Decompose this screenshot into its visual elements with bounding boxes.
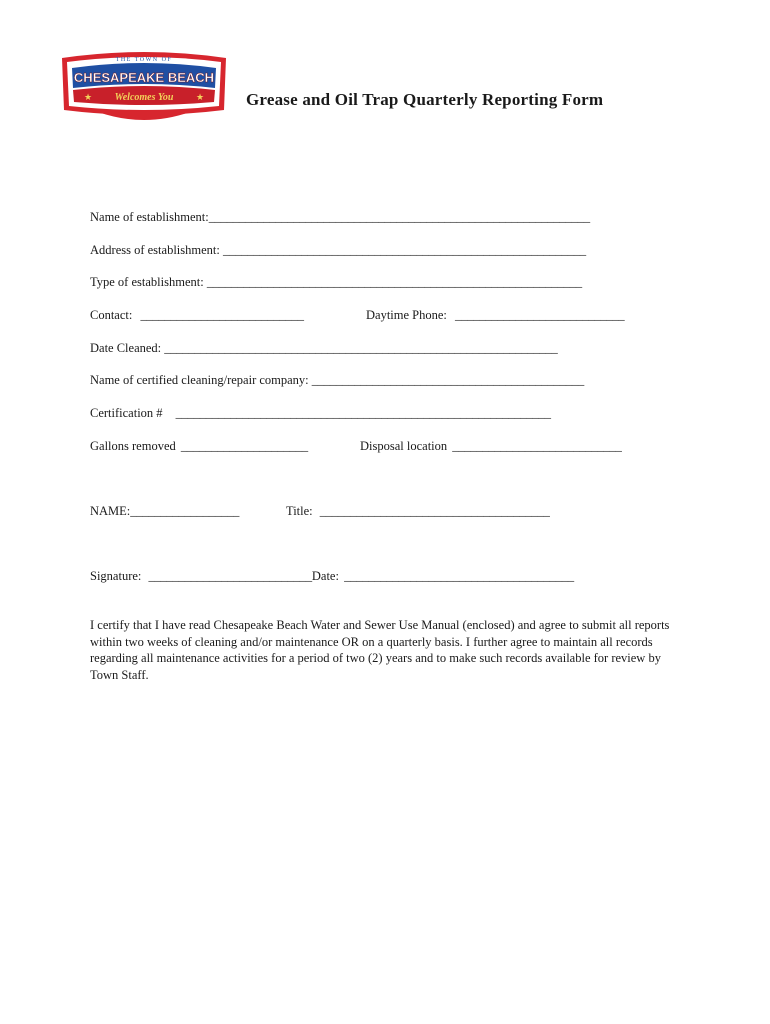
field-label: Date: [311,569,339,583]
field-certification[interactable] [90,405,551,421]
field-label: Gallons removed [90,439,176,453]
field-type[interactable] [90,274,582,290]
field-blank[interactable]: _______________________________________________________________ [208,210,590,224]
field-blank[interactable]: ____________________________________________________________ [222,243,586,257]
field-company[interactable] [90,372,584,388]
field-blank[interactable]: ______________________________________ [344,569,574,583]
field-blank[interactable]: ____________________________ [455,308,625,322]
field-label: Disposal location [360,439,448,453]
field-name-of-establishment[interactable] [90,209,590,225]
field-blank[interactable]: ______________________________________ [319,504,550,518]
field-label: Signature: [90,569,142,583]
logo-tagline: Welcomes You [114,92,174,103]
field-date-cleaned[interactable] [90,340,558,356]
field-label: Certification # [90,406,163,420]
field-label: Name of establishment: [90,210,209,224]
certification-statement: I certify that I have read Chesapeake Beach Water and Sewer Use Manual (enclosed) and agree to submit all reports within two weeks of cleaning and/or maintenance OR on a quarterly basis. I further agree to maintain all records regarding all maintenance activities for a period of two (2) years and to make such records available for review by Town Staff. [90,618,670,682]
field-blank[interactable]: __________________ [130,504,240,518]
field-label: Address of establishment: [90,243,220,257]
field-disposal-location[interactable] [360,438,622,454]
field-label: Type of establishment: [90,275,204,289]
field-label: Title: [286,504,313,518]
field-label: Daytime Phone: [366,308,447,322]
star-icon: ★ [195,92,205,102]
field-gallons-removed[interactable] [90,438,308,454]
chesapeake-beach-logo [58,50,230,128]
logo-town-name: CHESAPEAKE BEACH [73,70,215,85]
field-signature[interactable] [90,568,574,584]
field-name[interactable] [90,503,239,519]
form-title: Grease and Oil Trap Quarterly Reporting Form [246,90,604,109]
field-address[interactable] [90,242,586,258]
field-blank[interactable]: ____________________________ [452,439,622,453]
field-daytime-phone[interactable] [366,307,624,323]
field-label: Contact: [90,308,133,322]
field-contact[interactable] [90,307,304,323]
field-label: Name of certified cleaning/repair company: [90,373,309,387]
field-blank[interactable]: ___________________________ [148,569,312,583]
logo-top-text: THE TOWN OF [115,57,173,63]
field-blank[interactable]: ______________________________________________________________ [206,275,582,289]
field-label: Date Cleaned: [90,341,162,355]
field-title[interactable] [286,503,550,519]
field-blank[interactable]: ______________________________________________________________ [175,406,551,420]
field-blank[interactable]: ___________________________ [140,308,304,322]
field-blank[interactable]: _________________________________________________________________ [164,341,558,355]
star-icon: ★ [83,92,93,102]
field-label: NAME: [90,504,131,518]
field-blank[interactable]: _____________________ [180,439,308,453]
field-blank[interactable]: _____________________________________________ [311,373,585,387]
